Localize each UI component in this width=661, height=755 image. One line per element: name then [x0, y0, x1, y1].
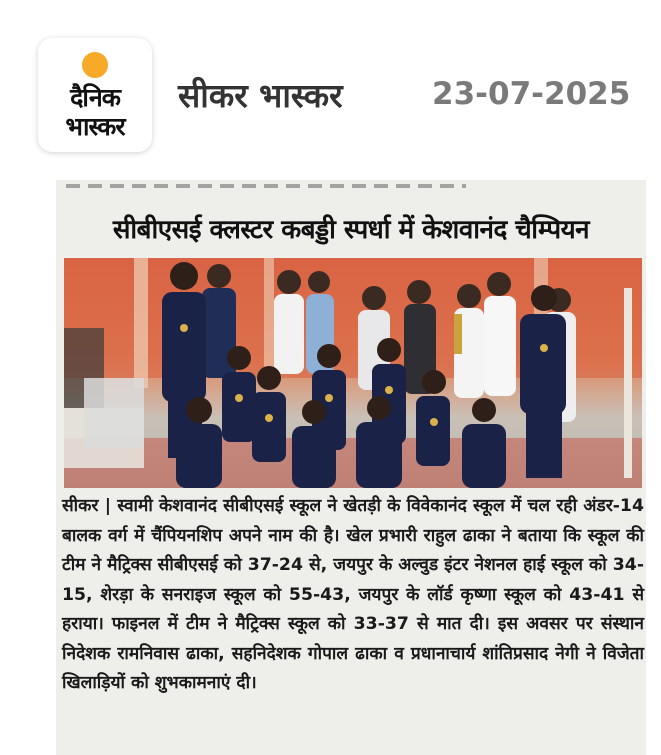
article-headline: सीबीएसई क्लस्टर कबड्डी स्पर्धा में केशवानंद चैम्पियन [112, 215, 590, 245]
logo-text-bhaskar: भास्कर [65, 112, 125, 141]
dainik-bhaskar-logo[interactable] [38, 38, 152, 152]
article-body [62, 492, 644, 699]
team-photo [64, 258, 642, 488]
edition-title: सीकर भास्कर [178, 76, 343, 115]
logo-text-dainik: दैनिक [70, 83, 120, 112]
article-body-text: स्वामी केशवानंद सीबीएसई स्कूल ने खेतड़ी के विवेकानंद स्कूल में चल रही अंडर-14 बालक वर्ग में चैंपियनशिप अपने नाम की है। खेल प्रभारी राहुल ढाका ने बताया कि स्कूल की टीम ने मैट्रिक्स सीबीएसई को 37-24 से, जयपुर के अल्वुड इंटर नेशनल हाई स्कूल को 34-15, शेरड़ा के सनराइज स्कूल को 55-43, जयपुर के लॉर्ड कृष्णा स्कूल को 43-41 से हराया। फाइनल में टीम ने मैट्रिक्स स्कूल को 33-37 से मात दी। इस अवसर पर संस्थान निदेशक रामनिवास ढाका, सहनिदेशक गोपाल ढाका व प्रधानाचार्य शांतिप्रसाद नेगी ने विजेता खिलाड़ियों को शुभकामनाएं दी। [62, 496, 644, 693]
cropped-text-line [66, 184, 466, 188]
article-dateline: सीकर | [62, 496, 112, 516]
edition-date: 23-07-2025 [432, 76, 631, 112]
newspaper-clipping [56, 180, 646, 755]
team-photo-illustration [64, 258, 642, 488]
sun-icon [82, 52, 108, 78]
